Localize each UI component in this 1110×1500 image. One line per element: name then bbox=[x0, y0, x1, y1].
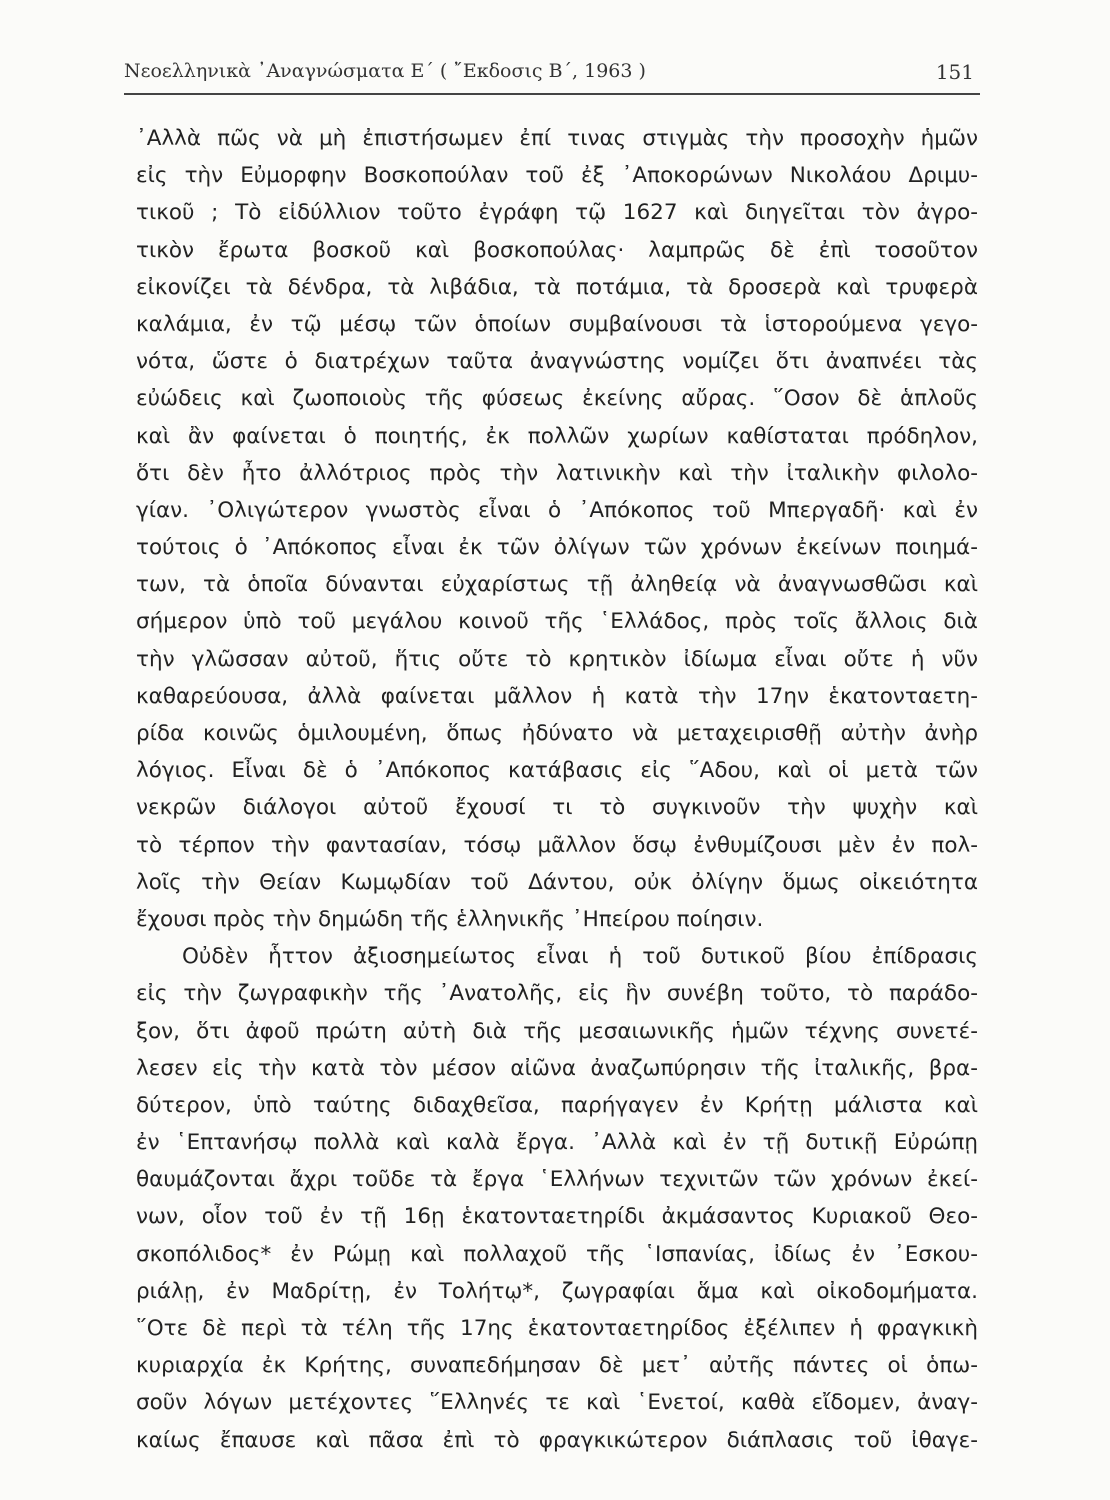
page-header bbox=[124, 60, 980, 88]
text-line: ξον, ὅτι ἀφοῦ πρώτη αὐτὴ διὰ τῆς μεσαιωνικῆς ἡμῶν τέχνης συνετέ- bbox=[136, 1018, 978, 1044]
text-line: τὴν γλῶσσαν αὐτοῦ, ἥτις οὔτε τὸ κρητικὸν ἰδίωμα εἶναι οὔτε ἡ νῦν bbox=[136, 646, 978, 672]
text-line: καίως ἔπαυσε καὶ πᾶσα ἐπὶ τὸ φραγκικώτερον διάπλασις τοῦ ἰθαγε- bbox=[136, 1427, 978, 1453]
text-line: δύτερον, ὑπὸ ταύτης διδαχθεῖσα, παρήγαγεν ἐν Κρήτῃ μάλιστα καὶ bbox=[136, 1092, 978, 1118]
text-line: τὸ τέρπον τὴν φαντασίαν, τόσῳ μᾶλλον ὅσῳ ἐνθυμίζουσι μὲν ἐν πολ- bbox=[136, 832, 978, 858]
body-text bbox=[136, 120, 978, 1459]
text-line: νότα, ὥστε ὁ διατρέχων ταῦτα ἀναγνώστης νομίζει ὅτι ἀναπνέει τὰς bbox=[136, 349, 978, 375]
text-line: ἐν ῾Επτανήσῳ πολλὰ καὶ καλὰ ἔργα. ᾿Αλλὰ καὶ ἐν τῇ δυτικῇ Εὐρώπῃ bbox=[136, 1130, 978, 1156]
text-line: νεκρῶν διάλογοι αὐτοῦ ἔχουσί τι τὸ συγκινοῦν τὴν ψυχὴν καὶ bbox=[136, 795, 978, 821]
text-line: καὶ ἂν φαίνεται ὁ ποιητής, ἐκ πολλῶν χωρίων καθίσταται πρόδηλον, bbox=[136, 423, 978, 449]
text-line: καθαρεύουσα, ἀλλὰ φαίνεται μᾶλλον ἡ κατὰ τὴν 17ην ἑκατονταετη- bbox=[136, 683, 978, 709]
text-line: τικὸν ἔρωτα βοσκοῦ καὶ βοσκοπούλας· λαμπρῶς δὲ ἐπὶ τοσοῦτον bbox=[136, 237, 978, 263]
text-line: τικοῦ ; Τὸ εἰδύλλιον τοῦτο ἐγράφη τῷ 1627 καὶ διηγεῖται τὸν ἀγρο- bbox=[136, 200, 978, 226]
text-line: ὅτι δὲν ἦτο ἀλλότριος πρὸς τὴν λατινικὴν καὶ τὴν ἰταλικὴν φιλολο- bbox=[136, 460, 978, 486]
header-rule bbox=[124, 93, 980, 95]
text-line: γίαν. ᾿Ολιγώτερον γνωστὸς εἶναι ὁ ᾿Απόκοπος τοῦ Μπεργαδῆ· καὶ ἐν bbox=[136, 497, 978, 523]
text-line: κυριαρχία ἐκ Κρήτης, συναπεδήμησαν δὲ μετ᾿ αὐτῆς πάντες οἱ ὁπω- bbox=[136, 1353, 978, 1379]
text-line: ᾿Αλλὰ πῶς νὰ μὴ ἐπιστήσωμεν ἐπί τινας στιγμὰς τὴν προσοχὴν ἡμῶν bbox=[136, 126, 978, 151]
running-head: Νεοελληνικὰ ᾿Αναγνώσματα Ε΄ ( ῎Εκδοσις Β΄, 1963 ) bbox=[124, 60, 646, 82]
text-line: σήμερον ὑπὸ τοῦ μεγάλου κοινοῦ τῆς ῾Ελλάδος, πρὸς τοῖς ἄλλοις διὰ bbox=[136, 609, 978, 635]
text-line: τούτοις ὁ ᾿Απόκοπος εἶναι ἐκ τῶν ὀλίγων τῶν χρόνων ἐκείνων ποιημά- bbox=[136, 535, 978, 561]
text-line: Οὐδὲν ἧττον ἀξιοσημείωτος εἶναι ἡ τοῦ δυτικοῦ βίου ἐπίδρασις bbox=[182, 944, 978, 970]
text-line: εἰκονίζει τὰ δένδρα, τὰ λιβάδια, τὰ ποτάμια, τὰ δροσερὰ καὶ τρυφερὰ bbox=[136, 274, 978, 300]
text-line: θαυμάζονται ἄχρι τοῦδε τὰ ἔργα ῾Ελλήνων τεχνιτῶν τῶν χρόνων ἐκεί- bbox=[136, 1167, 978, 1193]
text-line: λοῖς τὴν Θείαν Κωμῳδίαν τοῦ Δάντου, οὐκ ὀλίγην ὅμως οἰκειότητα bbox=[136, 869, 978, 895]
text-line: σκοπόλιδος* ἐν Ρώμῃ καὶ πολλαχοῦ τῆς ῾Ισπανίας, ἰδίως ἐν ᾿Εσκου- bbox=[136, 1241, 978, 1267]
text-line: ἔχουσι πρὸς τὴν δημώδη τῆς ἑλληνικῆς ᾿Ηπείρου ποίησιν. bbox=[136, 906, 764, 932]
text-line: λόγιος. Εἶναι δὲ ὁ ᾿Απόκοπος κατάβασις εἰς ῞Αδου, καὶ οἱ μετὰ τῶν bbox=[136, 758, 978, 784]
text-line: εἰς τὴν ζωγραφικὴν τῆς ᾿Ανατολῆς, εἰς ἣν συνέβη τοῦτο, τὸ παράδο- bbox=[136, 981, 978, 1007]
text-line: σοῦν λόγων μετέχοντες ῞Ελληνές τε καὶ ῾Ενετοί, καθὰ εἴδομεν, ἀναγ- bbox=[136, 1390, 978, 1416]
text-line: ρίδα κοινῶς ὁμιλουμένη, ὅπως ἠδύνατο νὰ μεταχειρισθῇ αὐτὴν ἀνὴρ bbox=[136, 721, 978, 746]
page-number: 151 bbox=[935, 60, 974, 84]
text-line: εἰς τὴν Εὐμορφην Βοσκοπούλαν τοῦ ἐξ ᾿Αποκορώνων Νικολάου Δριμυ- bbox=[136, 163, 978, 189]
text-line: εὐώδεις καὶ ζωοποιοὺς τῆς φύσεως ἐκείνης αὔρας. ῞Οσον δὲ ἁπλοῦς bbox=[136, 386, 978, 412]
text-line: καλάμια, ἐν τῷ μέσῳ τῶν ὁποίων συμβαίνουσι τὰ ἱστορούμενα γεγο- bbox=[136, 311, 978, 337]
text-line: ῞Οτε δὲ περὶ τὰ τέλη τῆς 17ης ἑκατονταετηρίδος ἐξέλιπεν ἡ φραγκικὴ bbox=[136, 1316, 978, 1341]
text-line: νων, οἷον τοῦ ἐν τῇ 16ῃ ἑκατονταετηρίδι ἀκμάσαντος Κυριακοῦ Θεο- bbox=[136, 1204, 978, 1230]
text-line: λεσεν εἰς τὴν κατὰ τὸν μέσον αἰῶνα ἀναζωπύρησιν τῆς ἰταλικῆς, βρα- bbox=[136, 1055, 978, 1081]
text-line: ριάλῃ, ἐν Μαδρίτῃ, ἐν Τολήτῳ*, ζωγραφίαι ἅμα καὶ οἰκοδομήματα. bbox=[136, 1278, 978, 1304]
text-line: των, τὰ ὁποῖα δύνανται εὐχαρίστως τῇ ἀληθείᾳ νὰ ἀναγνωσθῶσι καὶ bbox=[136, 572, 978, 598]
